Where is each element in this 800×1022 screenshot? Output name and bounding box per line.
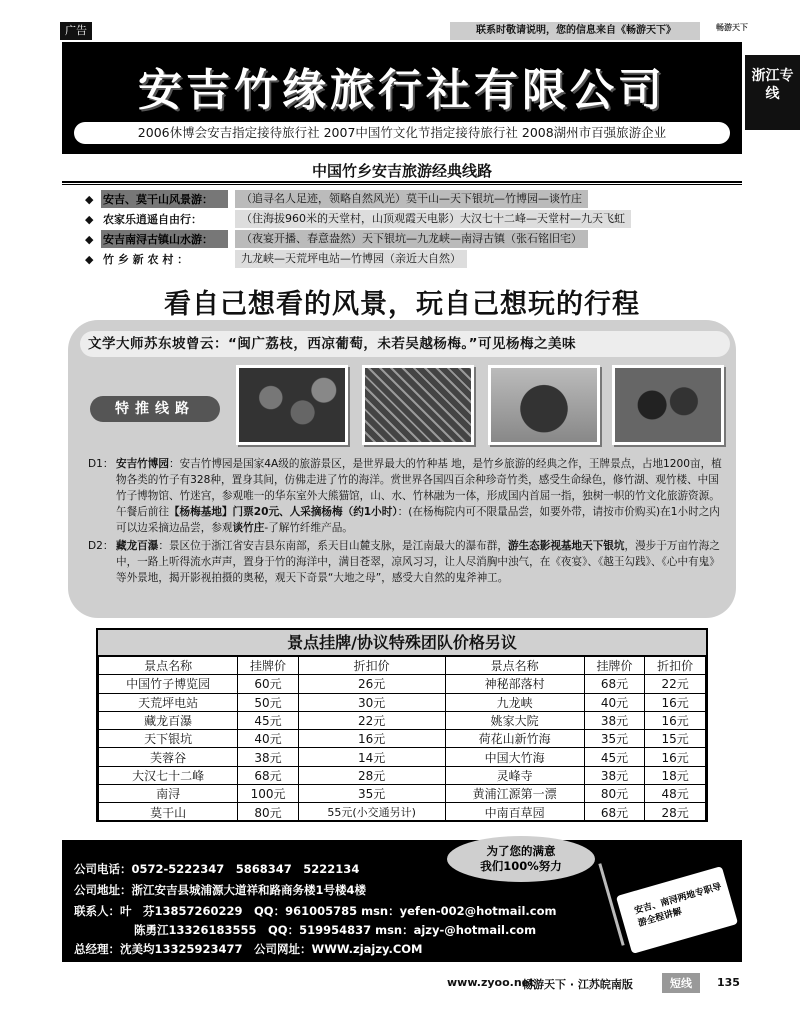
- table-cell: 28元: [298, 766, 445, 784]
- bayberry-tree-photo: [488, 365, 600, 445]
- feature-tag: 特推线路: [90, 396, 220, 422]
- divider: [62, 181, 742, 185]
- table-cell: 莫干山: [99, 803, 238, 821]
- company-phone: 公司电话：0572-5222347 5868347 5222134: [74, 862, 360, 876]
- table-cell: 35元: [298, 785, 445, 803]
- table-cell: 48元: [645, 785, 706, 803]
- feature-quote: 文学大师苏东坡曾云：“闽广荔枝，西凉葡萄，未若吴越杨梅。”可见杨梅之美味: [80, 331, 730, 357]
- section-tag: 短线: [662, 973, 700, 993]
- company-name: 安吉竹缘旅行社有限公司: [138, 65, 666, 116]
- table-cell: 16元: [645, 748, 706, 766]
- day-text: ：安吉竹博园是国家4A级的旅游景区，是世界最大的竹种基 地，是竹乡旅游的经典之作，王牌景点，占地1200亩，植物各类的竹子有328种，置身其间，仿佛走进了竹的海洋。赏世界各国四百余种珍奇竹类，感受生命绿色，修竹湖、观竹楼、中国竹子博物馆、竹迷宫，参观唯一的华东室外大熊猫馆，山、水、竹林融为一体，形成国内首屈一指，独树一帜的竹文化旅游资源。午餐后前往: [116, 458, 722, 518]
- day-text: ，漫步于万亩竹海之中，一路上听得流水声声，置身于竹的海洋中，满目苍翠，凉风习习，让人尽消胸中浊气，在《夜宴》、《越王勾践》、《心中有鬼》等外景地，揭开影视拍摄的奥秘，观天下奇景“大地之母”，感受大自然的鬼斧神工。: [116, 540, 720, 584]
- table-cell: 100元: [238, 785, 299, 803]
- table-cell: 藏龙百瀑: [99, 711, 238, 729]
- table-header-row: [99, 657, 706, 675]
- contact-person-1: 联系人：叶 芬13857260229 QQ：961005785 msn：yefen-002@hotmail.com: [74, 904, 557, 918]
- table-cell: 荷花山新竹海: [445, 730, 584, 748]
- table-cell: 80元: [238, 803, 299, 821]
- bubble-line: 我们100%努力: [480, 859, 562, 873]
- day-title: 安吉竹博园: [116, 458, 169, 470]
- route-desc: （追寻名人足迹，领略自然风光）莫干山—天下银坑—竹博园—谈竹庄: [235, 190, 588, 208]
- table-cell: 天下银坑: [99, 730, 238, 748]
- table-cell: 35元: [584, 730, 645, 748]
- general-manager: 总经理：沈美均13325923477 公司网址：WWW.zjajzy.COM: [74, 942, 423, 956]
- publication-logo: 畅游天下: [716, 23, 748, 32]
- table-cell: 40元: [584, 693, 645, 711]
- table-row: [99, 785, 706, 803]
- route-label: 竹 乡 新 农 村 ：: [103, 253, 189, 266]
- table-row: [99, 693, 706, 711]
- certifications: 2006休博会安吉指定接待旅行社 2007中国竹文化节指定接待旅行社 2008湖州市百强旅游企业: [74, 122, 730, 144]
- column-header: 景点名称: [99, 657, 238, 675]
- table-cell: 28元: [645, 803, 706, 821]
- table-cell: 80元: [584, 785, 645, 803]
- day-text: ：(在杨梅院内可不限量品尝，如要外带，请按市价购买)在1小时之内可以边采摘边品尝，参观: [116, 506, 720, 534]
- ad-tag: 广告: [60, 22, 92, 40]
- table-row: [99, 711, 706, 729]
- table-cell: 14元: [298, 748, 445, 766]
- route-label: 安吉、莫干山风景游：: [103, 193, 213, 206]
- table-cell: 中国大竹海: [445, 748, 584, 766]
- diamond-icon: ◆: [85, 253, 94, 266]
- day-title: 藏龙百瀑: [116, 540, 159, 552]
- top-bar: [0, 0, 800, 40]
- table-cell: 大汉七十二峰: [99, 766, 238, 784]
- table-cell: 18元: [645, 766, 706, 784]
- diamond-icon: ◆: [85, 193, 94, 206]
- table-cell: 16元: [645, 711, 706, 729]
- table-cell: 26元: [298, 675, 445, 693]
- bayberry-closeup-photo: [612, 365, 724, 445]
- route-item: [85, 250, 710, 270]
- company-address: 公司地址：浙江安吉县城浦源大道祥和路商务楼1号楼4楼: [74, 883, 367, 897]
- slogan-bubble: [447, 836, 595, 882]
- day-text: -了解竹纤维产品。: [264, 522, 353, 534]
- day-highlight: 谈竹庄: [232, 522, 265, 534]
- contact-person-2: 陈勇江13326183555 QQ：519954837 msn：ajzy-@hotmail.com: [134, 923, 537, 937]
- table-cell: 55元(小交通另计): [298, 803, 445, 821]
- table-cell: 芙蓉谷: [99, 748, 238, 766]
- table-cell: 22元: [645, 675, 706, 693]
- column-header: 折扣价: [298, 657, 445, 675]
- table-cell: 68元: [584, 803, 645, 821]
- route-item: [85, 210, 710, 230]
- table-cell: 38元: [584, 766, 645, 784]
- bayberry-basket-photo: [362, 365, 474, 445]
- table-row: [99, 748, 706, 766]
- price-table-box: [96, 628, 708, 822]
- page-footer: [62, 968, 742, 992]
- table-cell: 22元: [298, 711, 445, 729]
- contact-footer: [62, 840, 742, 962]
- table-cell: 中南百草园: [445, 803, 584, 821]
- routes-title: 中国竹乡安吉旅游经典线路: [311, 162, 492, 180]
- table-cell: 南浔: [99, 785, 238, 803]
- side-tab-zhejiang: 浙江专线: [745, 55, 800, 130]
- table-cell: 神秘部落村: [445, 675, 584, 693]
- diamond-icon: ◆: [85, 213, 94, 226]
- page-number: 135: [717, 976, 740, 989]
- day-highlight: 游生态影视基地天下银坑: [507, 540, 625, 552]
- price-table: [98, 656, 706, 822]
- route-desc: 九龙峡—天荒坪电站—竹博园（亲近大自然）: [235, 250, 467, 268]
- table-cell: 45元: [238, 711, 299, 729]
- table-cell: 中国竹子博览园: [99, 675, 238, 693]
- table-row: [99, 766, 706, 784]
- route-label: 农家乐逍遥自由行：: [103, 213, 202, 226]
- column-header: 挂牌价: [238, 657, 299, 675]
- route-item: [85, 190, 710, 210]
- publication-name: 畅游天下 · 江苏皖南版: [522, 978, 633, 991]
- table-cell: 16元: [645, 693, 706, 711]
- column-header: 折扣价: [645, 657, 706, 675]
- itinerary: [88, 456, 723, 588]
- table-cell: 38元: [584, 711, 645, 729]
- bayberry-photo: [236, 365, 348, 445]
- itinerary-day: [88, 538, 723, 586]
- guide-flag: 安吉、南浔两地专职导游全程讲解: [616, 866, 738, 954]
- table-cell: 68元: [584, 675, 645, 693]
- website-url[interactable]: www.zyoo.net: [447, 976, 535, 989]
- route-label: 安吉南浔古镇山水游：: [103, 233, 213, 246]
- table-cell: 45元: [584, 748, 645, 766]
- table-cell: 黄浦江源第一漂: [445, 785, 584, 803]
- table-cell: 15元: [645, 730, 706, 748]
- day-text: ：景区位于浙江省安吉县东南部，系天目山麓支脉，是江南最大的瀑布群，: [158, 540, 508, 552]
- diamond-icon: ◆: [85, 233, 94, 246]
- slogan: 看自己想看的风景，玩自己想玩的行程: [164, 289, 640, 320]
- day-label: D2：: [88, 540, 114, 552]
- route-item: [85, 230, 710, 250]
- table-cell: 68元: [238, 766, 299, 784]
- table-cell: 天荒坪电站: [99, 693, 238, 711]
- price-table-title: 景点挂牌/协议特殊团队价格另议: [98, 630, 706, 656]
- table-row: [99, 803, 706, 821]
- table-cell: 60元: [238, 675, 299, 693]
- route-desc: （夜宴开播、春意盎然）天下银坑—九龙峡—南浔古镇（张石铭旧宅）: [235, 230, 588, 248]
- table-cell: 30元: [298, 693, 445, 711]
- table-cell: 50元: [238, 693, 299, 711]
- table-cell: 灵峰寺: [445, 766, 584, 784]
- day-label: D1：: [88, 458, 114, 470]
- header-banner: [62, 42, 742, 154]
- day-highlight: 【杨梅基地】门票20元、人采摘杨梅（约1小时）: [168, 506, 398, 518]
- table-cell: 九龙峡: [445, 693, 584, 711]
- column-header: 挂牌价: [584, 657, 645, 675]
- itinerary-day: [88, 456, 723, 536]
- table-row: [99, 675, 706, 693]
- table-cell: 40元: [238, 730, 299, 748]
- bubble-line: 为了您的满意: [486, 844, 556, 858]
- table-cell: 16元: [298, 730, 445, 748]
- table-row: [99, 730, 706, 748]
- route-desc: （住海拔960米的天堂村，山顶观霞天电影）大汉七十二峰—天堂村—九天飞虹: [235, 210, 631, 228]
- column-header: 景点名称: [445, 657, 584, 675]
- table-cell: 38元: [238, 748, 299, 766]
- top-notice: 联系时敬请说明，您的信息来自《畅游天下》: [450, 22, 700, 40]
- table-cell: 姚家大院: [445, 711, 584, 729]
